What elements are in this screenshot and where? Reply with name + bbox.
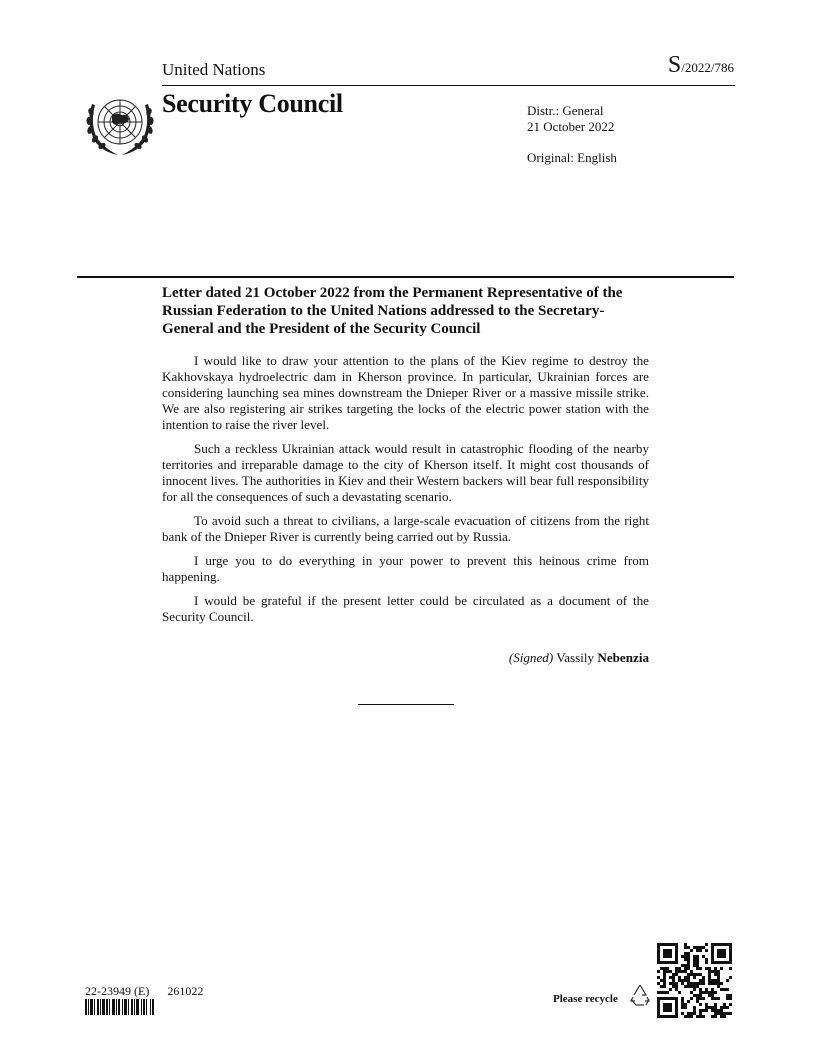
letter-body — [162, 353, 649, 633]
symbol-prefix: S — [667, 52, 682, 78]
document-date: 21 October 2022 — [527, 119, 615, 134]
end-rule — [358, 704, 454, 705]
symbol-number: /2022/786 — [681, 60, 734, 75]
qr-code-icon — [657, 943, 732, 1018]
recycle-label: Please recycle — [553, 993, 618, 1005]
job-number: 22-23949 (E) — [85, 984, 150, 998]
council-name: Security Council — [162, 89, 343, 118]
signature — [162, 650, 649, 666]
job-date: 261022 — [167, 984, 204, 998]
title-rule — [77, 276, 734, 278]
paragraph: To avoid such a threat to civilians, a large-scale evacuation of citizens from the right bank of the Dnieper River is currently being carried out by Russia. — [162, 513, 649, 544]
paragraph: I would be grateful if the present letter could be circulated as a document of the Security Council. — [162, 593, 649, 624]
distribution-block — [527, 103, 617, 166]
paragraph: I urge you to do everything in your power to prevent this heinous crime from happening. — [162, 553, 649, 584]
signed-label: (Signed) — [508, 650, 554, 665]
job-number-line — [85, 984, 203, 999]
signatory-surname: Nebenzia — [597, 650, 649, 665]
paragraph: Such a reckless Ukrainian attack would result in catastrophic flooding of the nearby territories and irreparable damage to the city of Kherson itself. It might cost thousands of innocent lives. The authorities in Kiev and their Western backers will bear full responsibility for all the consequences of such a devastating scenario. — [162, 441, 649, 504]
document-symbol — [668, 52, 734, 79]
org-name: United Nations — [162, 60, 266, 79]
signatory-given-name: Vassily — [556, 650, 595, 665]
original-language: Original: English — [527, 150, 617, 165]
distribution-label: Distr.: General — [527, 103, 604, 118]
header-rule — [162, 85, 735, 86]
letter-title: Letter dated 21 October 2022 from the Permanent Representative of the Russian Federation to the United Nations addressed to the Secretary-General and the President of the Security Council — [162, 285, 623, 337]
un-emblem-icon — [82, 92, 158, 158]
paragraph: I would like to draw your attention to the plans of the Kiev regime to destroy the Kakhovskaya hydroelectric dam in Kherson province. In particular, Ukrainian forces are considering launching sea mines downstream the Dnieper River or a massive missile strike. We are also registering air strikes targeting the locks of the electric power station with the intention to raise the river level. — [162, 353, 649, 432]
barcode-icon — [85, 999, 219, 1015]
recycle-icon — [627, 982, 653, 1008]
